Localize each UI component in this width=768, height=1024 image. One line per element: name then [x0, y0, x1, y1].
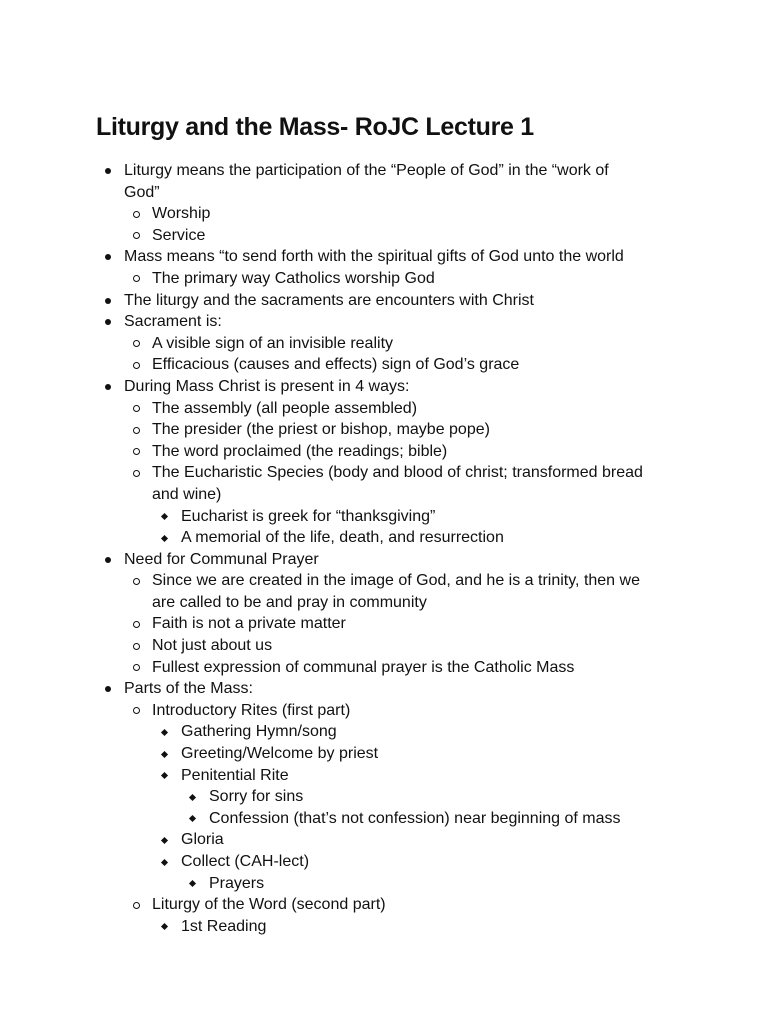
list-item-continuation: [96, 182, 696, 204]
list-item-text: Greeting/Welcome by priest: [181, 745, 379, 763]
list-item: [96, 894, 696, 916]
list-item: [96, 829, 696, 851]
notes-list: [96, 160, 696, 937]
hollow-circle-bullet-icon: [133, 448, 140, 455]
list-item-text: Liturgy of the Word (second part): [152, 896, 386, 914]
list-item: [96, 333, 696, 355]
list-item-text: Not just about us: [152, 637, 273, 655]
list-item-text: The presider (the priest or bishop, maybe pope): [152, 421, 490, 439]
filled-circle-bullet-icon: [105, 168, 111, 174]
list-item: [96, 916, 696, 938]
hollow-circle-bullet-icon: [133, 275, 140, 282]
list-item: [96, 506, 696, 528]
list-item: [96, 246, 696, 268]
list-item-text: The word proclaimed (the readings; bible): [152, 442, 448, 460]
list-item-text: and wine): [152, 485, 222, 503]
list-item-text: Penitential Rite: [181, 766, 289, 784]
list-item: [96, 268, 696, 290]
filled-circle-bullet-icon: [105, 254, 111, 260]
list-item: [96, 786, 696, 808]
diamond-bullet-icon: [161, 923, 168, 930]
list-item: [96, 613, 696, 635]
list-item: [96, 570, 696, 592]
diamond-bullet-icon: [189, 794, 196, 801]
diamond-bullet-icon: [161, 513, 168, 520]
list-item-text: Faith is not a private matter: [152, 615, 346, 633]
list-item-text: Eucharist is greek for “thanksgiving”: [181, 507, 436, 525]
list-item-text: Prayers: [209, 874, 265, 892]
list-item: [96, 743, 696, 765]
list-item-text: Gathering Hymn/song: [181, 723, 337, 741]
list-item-text: Mass means “to send forth with the spiritual gifts of God unto the world: [124, 248, 624, 266]
list-item: [96, 441, 696, 463]
list-item: [96, 678, 696, 700]
list-item-text: The liturgy and the sacraments are encounters with Christ: [124, 291, 534, 309]
list-item-text: The primary way Catholics worship God: [152, 269, 435, 287]
hollow-circle-bullet-icon: [133, 707, 140, 714]
list-item: [96, 311, 696, 333]
list-item-text: 1st Reading: [181, 917, 267, 935]
list-item: [96, 700, 696, 722]
hollow-circle-bullet-icon: [133, 643, 140, 650]
list-item-text: Sorry for sins: [209, 788, 304, 806]
diamond-bullet-icon: [161, 858, 168, 865]
diamond-bullet-icon: [161, 729, 168, 736]
list-item: [96, 462, 696, 484]
list-item-text: Need for Communal Prayer: [124, 550, 319, 568]
list-item: [96, 657, 696, 679]
list-item-text: Gloria: [181, 831, 224, 849]
list-item: [96, 808, 696, 830]
diamond-bullet-icon: [189, 880, 196, 887]
list-item-text: A visible sign of an invisible reality: [152, 334, 394, 352]
list-item-text: Fullest expression of communal prayer is the Catholic Mass: [152, 658, 575, 676]
list-item: [96, 549, 696, 571]
list-item-text: During Mass Christ is present in 4 ways:: [124, 377, 410, 395]
hollow-circle-bullet-icon: [133, 902, 140, 909]
diamond-bullet-icon: [161, 750, 168, 757]
hollow-circle-bullet-icon: [133, 232, 140, 239]
list-item: [96, 419, 696, 441]
list-item: [96, 376, 696, 398]
list-item-text: Worship: [152, 205, 211, 223]
list-item-text: Parts of the Mass:: [124, 680, 253, 698]
list-item: [96, 851, 696, 873]
filled-circle-bullet-icon: [105, 319, 111, 325]
list-item-text: Collect (CAH-lect): [181, 853, 310, 870]
list-item-text: Service: [152, 226, 206, 244]
list-item-text: Sacrament is:: [124, 313, 222, 331]
list-item: [96, 873, 696, 895]
list-item-text: are called to be and pray in community: [152, 593, 427, 611]
diamond-bullet-icon: [161, 837, 168, 844]
list-item: [96, 721, 696, 743]
list-item-text: Introductory Rites (first part): [152, 701, 351, 719]
list-item-text: Since we are created in the image of God, and he is a trinity, then we: [152, 572, 640, 590]
list-item: [96, 398, 696, 420]
list-item: [96, 527, 696, 549]
hollow-circle-bullet-icon: [133, 621, 140, 628]
hollow-circle-bullet-icon: [133, 340, 140, 347]
hollow-circle-bullet-icon: [133, 578, 140, 585]
list-item: [96, 765, 696, 787]
hollow-circle-bullet-icon: [133, 362, 140, 369]
list-item-text: Liturgy means the participation of the “People of God” in the “work of: [124, 162, 609, 179]
list-item: [96, 635, 696, 657]
hollow-circle-bullet-icon: [133, 427, 140, 434]
filled-circle-bullet-icon: [105, 686, 111, 692]
hollow-circle-bullet-icon: [133, 470, 140, 477]
list-item-text: A memorial of the life, death, and resurrection: [181, 529, 504, 547]
hollow-circle-bullet-icon: [133, 664, 140, 671]
list-item: [96, 225, 696, 247]
filled-circle-bullet-icon: [105, 298, 111, 304]
diamond-bullet-icon: [161, 772, 168, 779]
list-item: [96, 290, 696, 312]
filled-circle-bullet-icon: [105, 557, 111, 563]
list-item-text: Confession (that’s not confession) near beginning of mass: [209, 809, 621, 827]
hollow-circle-bullet-icon: [133, 405, 140, 412]
list-item-text: Efficacious (causes and effects) sign of God’s grace: [152, 356, 520, 374]
list-item: [96, 354, 696, 376]
diamond-bullet-icon: [161, 535, 168, 542]
list-item-continuation: [96, 484, 696, 506]
list-item-text: God”: [124, 183, 160, 201]
diamond-bullet-icon: [189, 815, 196, 822]
list-item-continuation: [96, 592, 696, 614]
list-item-text: The assembly (all people assembled): [152, 399, 418, 417]
filled-circle-bullet-icon: [105, 384, 111, 390]
list-item: [96, 203, 696, 225]
page-title: Liturgy and the Mass- RoJC Lecture 1: [96, 113, 534, 141]
list-item: [96, 160, 696, 182]
hollow-circle-bullet-icon: [133, 211, 140, 218]
list-item-text: The Eucharistic Species (body and blood of christ; transformed bread: [152, 464, 643, 482]
